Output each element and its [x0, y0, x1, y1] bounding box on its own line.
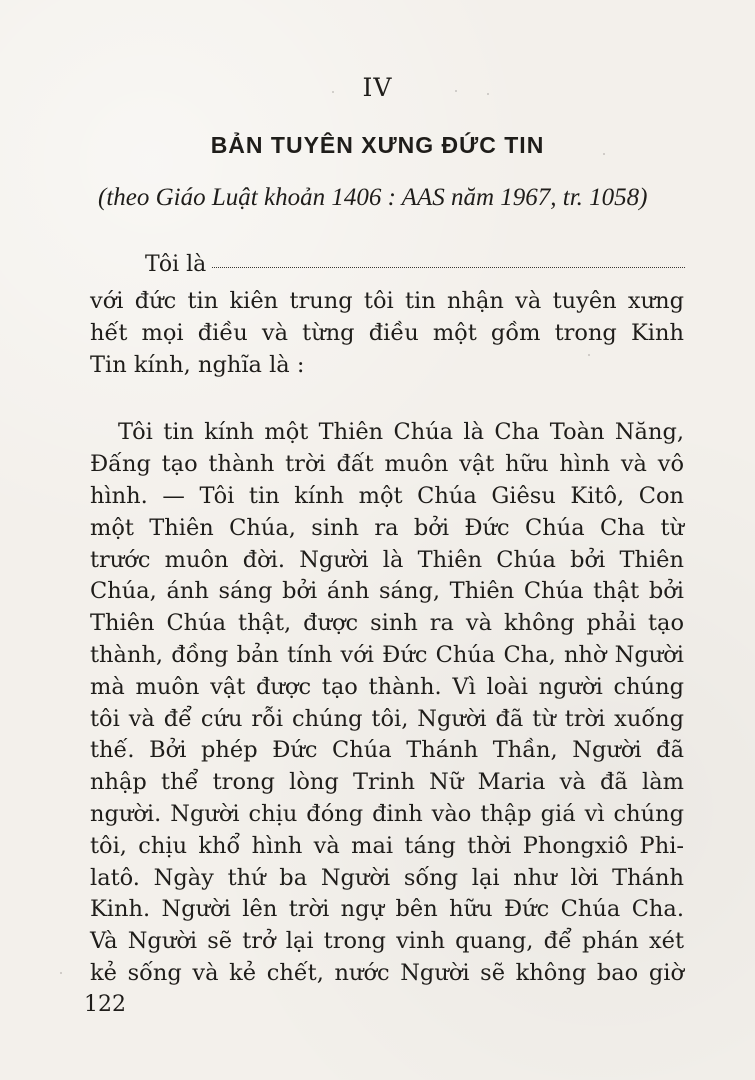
- body-line: mà muôn vật được tạo thành. Vì loài người chúng: [90, 673, 684, 700]
- paper-speck: [332, 91, 334, 93]
- body-line: Thiên Chúa thật, được sinh ra và không phải tạo: [90, 610, 684, 637]
- blank-prefix: Tôi là: [145, 252, 207, 277]
- body-line: hết mọi điều và từng điều một gồm trong Kinh: [90, 319, 684, 346]
- body-line: với đức tin kiên trung tôi tin nhận và tuyên xưng: [90, 288, 684, 314]
- chapter-number: IV: [362, 73, 393, 102]
- body-line: nhập thể trong lòng Trinh Nữ Maria và đã làm: [90, 769, 684, 796]
- paper-speck: [455, 90, 457, 92]
- fill-in-dotted-line: [212, 267, 685, 268]
- body-line: Chúa, ánh sáng bởi ánh sáng, Thiên Chúa thật bởi: [90, 578, 684, 605]
- body-line: thế. Bởi phép Đức Chúa Thánh Thần, Người đã: [90, 737, 684, 764]
- body-line: hình. — Tôi tin kính một Chúa Giêsu Kitô, Con: [90, 482, 684, 509]
- paper-speck: [487, 93, 489, 95]
- body-line: kẻ sống và kẻ chết, nước Người sẽ không bao giờ: [90, 959, 684, 986]
- body-line: tôi, chịu khổ hình và mai táng thời Phongxiô Phi-: [90, 832, 684, 859]
- page-title: BẢN TUYÊN XƯNG ĐỨC TIN: [210, 132, 545, 158]
- subtitle: (theo Giáo Luật khoản 1406 : AAS năm 1967, tr. 1058): [98, 184, 648, 211]
- body-line: tôi và để cứu rỗi chúng tôi, Người đã từ trời xuống: [90, 705, 684, 732]
- body-text: [90, 286, 684, 990]
- profession-blank-line: [145, 252, 685, 282]
- body-line: Kinh. Người lên trời ngự bên hữu Đức Chúa Cha.: [90, 896, 684, 923]
- body-line: latô. Ngày thứ ba Người sống lại như lời Thánh: [90, 864, 684, 891]
- body-line: Và Người sẽ trở lại trong vinh quang, để phán xét: [90, 928, 684, 955]
- page-number: 122: [84, 992, 126, 1017]
- body-line: Đấng tạo thành trời đất muôn vật hữu hình và vô: [90, 451, 684, 478]
- paper-speck: [603, 153, 605, 155]
- body-line: Tôi tin kính một Thiên Chúa là Cha Toàn Năng,: [118, 419, 684, 446]
- body-line: thành, đồng bản tính với Đức Chúa Cha, nhờ Người: [90, 641, 684, 668]
- paragraph-gap: [90, 381, 684, 417]
- body-line: trước muôn đời. Người là Thiên Chúa bởi Thiên: [90, 546, 684, 573]
- body-line: Tin kính, nghĩa là :: [90, 351, 305, 378]
- paper-speck: [60, 972, 62, 974]
- body-line: một Thiên Chúa, sinh ra bởi Đức Chúa Cha từ: [90, 514, 684, 541]
- paper-speck: [588, 354, 590, 356]
- body-line: người. Người chịu đóng đinh vào thập giá vì chúng: [90, 800, 684, 827]
